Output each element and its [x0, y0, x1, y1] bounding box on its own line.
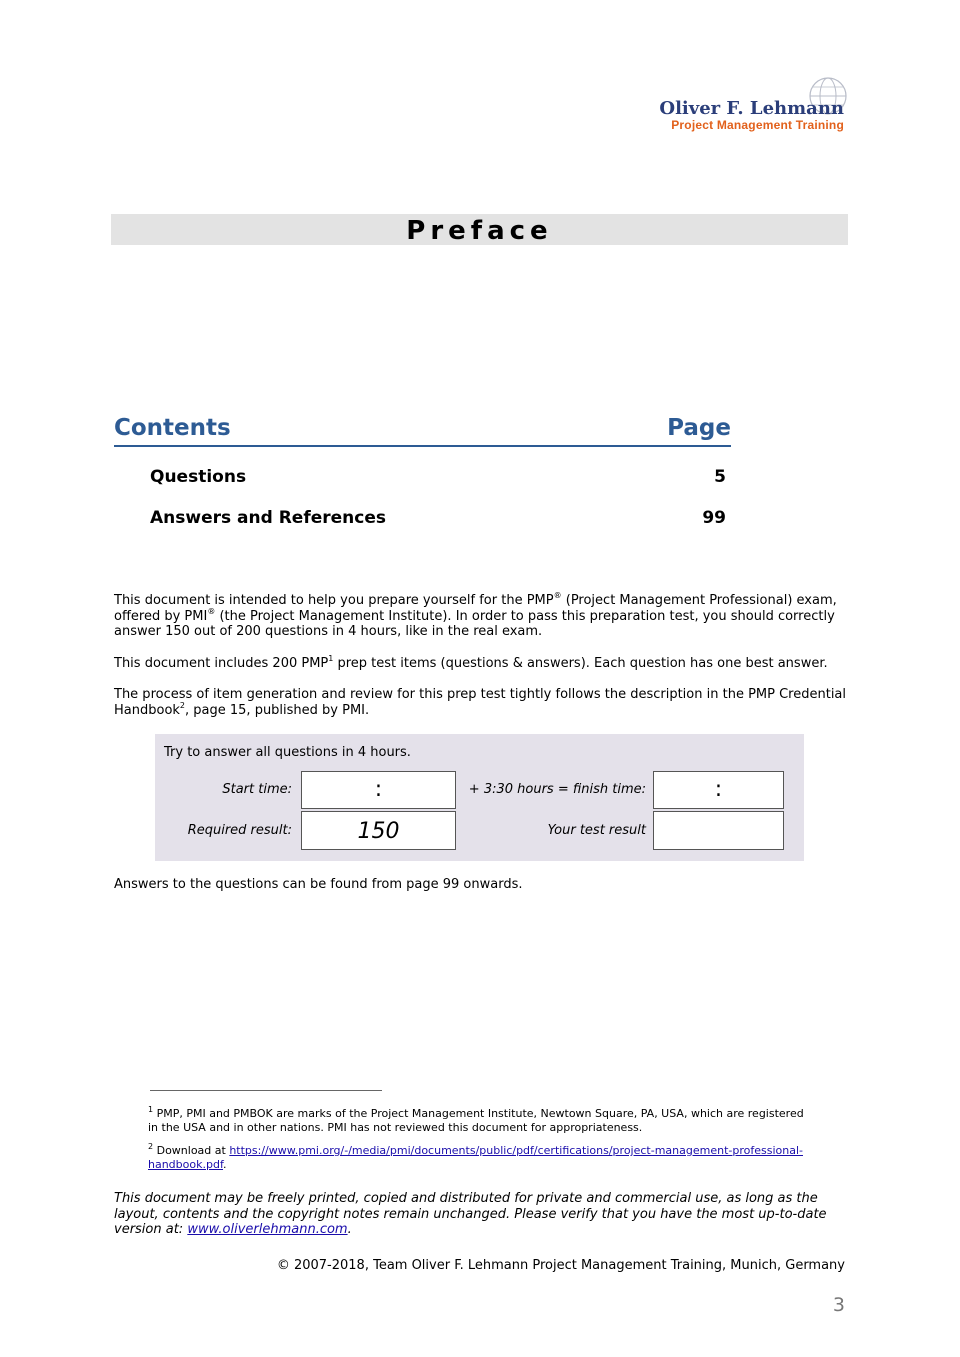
toc-item-label: Answers and References	[150, 508, 386, 528]
required-result-label: Required result:	[187, 823, 292, 838]
company-logo	[659, 76, 850, 136]
footnote-divider	[150, 1090, 382, 1091]
logo-name: Oliver F. Lehmann	[659, 98, 844, 119]
page-title: Preface	[406, 216, 553, 246]
intro-paragraph-3: The process of item generation and review for this prep test tightly follows the description in the PMP Credential Handbook$^2$, page 15, published by PMI.	[114, 687, 847, 718]
contents-heading: Contents	[114, 415, 231, 441]
handbook-link[interactable]: https://www.pmi.org/-/media/pmi/documents/public/pdf/certifications/project-management-professional-handbook.pdf	[148, 1144, 803, 1171]
page-number: 3	[832, 1294, 845, 1316]
your-result-label: Your test result	[547, 823, 646, 838]
answers-note: Answers to the questions can be found from page 99 onwards.	[114, 877, 523, 892]
website-link[interactable]: www.oliverlehmann.com	[187, 1222, 348, 1237]
start-time-field[interactable]: :	[301, 771, 456, 809]
finish-time-field[interactable]: :	[653, 771, 784, 809]
box-intro: Try to answer all questions in 4 hours.	[164, 745, 411, 760]
footnote-1: $^1$ PMP, PMI and PMBOK are marks of the Project Management Institute, Newtown Square, PA, USA, which are registered in the USA and in other nations. PMI has not reviewed this document for appropriateness.	[148, 1105, 804, 1134]
toc-item-questions[interactable]	[150, 467, 726, 491]
copyright: © 2007-2018, Team Oliver F. Lehmann Project Management Training, Munich, Germany	[276, 1258, 845, 1273]
your-result-field[interactable]	[653, 811, 784, 850]
intro-paragraph-1: This document is intended to help you prepare yourself for the PMP® (Project Management Professional) exam, offered by PMI® (the Project Management Institute). In order to pass this preparation test, you should correctly answer 150 out of 200 questions in 4 hours, like in the real exam.	[114, 591, 837, 639]
required-result-field: 150	[301, 811, 456, 850]
toc-item-answers[interactable]	[150, 508, 726, 532]
logo-subtitle: Project Management Training	[671, 118, 844, 132]
usage-notice: This document may be freely printed, copied and distributed for private and commercial use, as long as the layout, contents and the copyright notes remain unchanged. Please verify that you have the most up-to-date version at: www.oliverlehmann.com.	[114, 1191, 827, 1237]
page-heading: Page	[667, 415, 731, 441]
finish-time-label: + 3:30 hours = finish time:	[468, 782, 646, 797]
toc-item-label: Questions	[150, 467, 247, 487]
toc-item-page: 99	[702, 508, 726, 528]
footnote-2: $^2$ Download at https://www.pmi.org/-/media/pmi/documents/public/pdf/certifications/project-management-professional-handbook.pdf.	[148, 1142, 803, 1171]
intro-paragraph-2: This document includes 200 PMP$^1$ prep test items (questions & answers). Each question has one best answer.	[114, 654, 828, 671]
toc-item-page: 5	[714, 467, 726, 487]
start-time-label: Start time:	[222, 782, 292, 797]
contents-header	[114, 415, 731, 447]
